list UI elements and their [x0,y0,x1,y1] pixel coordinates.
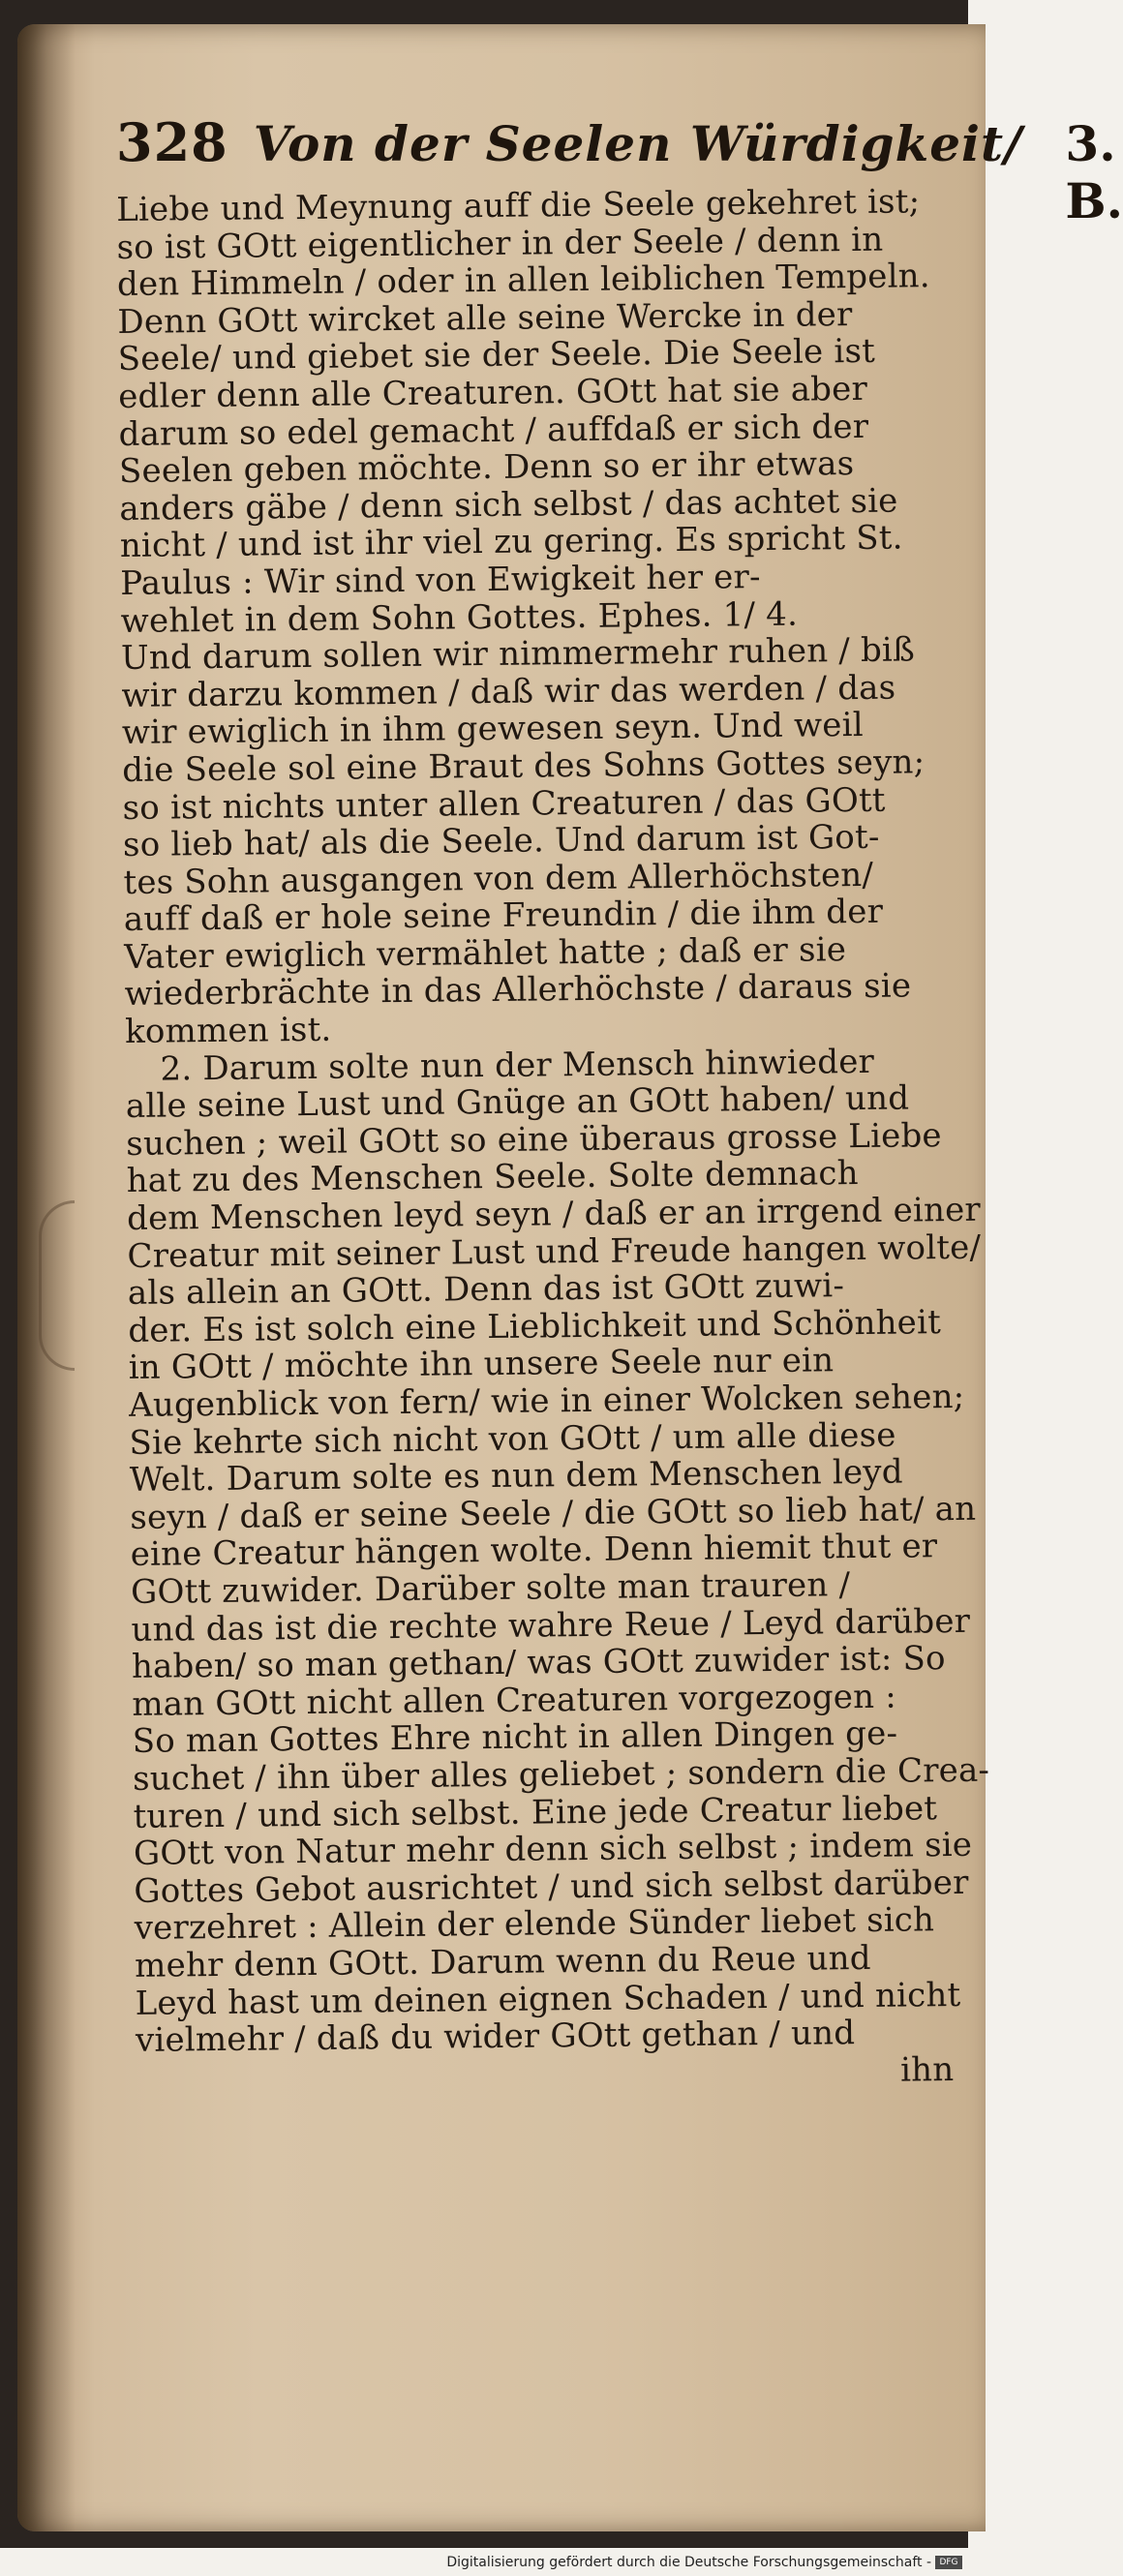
text-line: vielmehr / daß du wider GOtt gethan / und [135,2014,856,2060]
text-line: Und darum sollen wir nimmermehr ruhen / biß [120,630,916,679]
body-text [116,183,993,2097]
page-number: 328 [116,111,228,173]
book-number: 3. B. [1065,115,1123,229]
text-line: haben/ so man gethan/ was GOtt zuwider ist: So [131,1639,946,1687]
text-line: als allein an GOtt. Denn das ist GOtt zuwi- [127,1266,845,1314]
text-line: verzehret : Allein der elende Sünder liebet sich [134,1900,935,1949]
text-line: turen / und sich selbst. Eine jede Creatur liebet [133,1788,938,1836]
text-line: kommen ist. [124,1010,332,1052]
text-line: der. Es ist solch eine Lieblichkeit und Schönheit [128,1302,942,1350]
text-line: Seelen geben möchte. Denn so er ihr etwas [118,444,855,492]
text-line: so ist nichts unter allen Creaturen / das GOtt [122,780,886,828]
text-line: GOtt von Natur mehr denn sich selbst ; indem sie [133,1825,973,1874]
text-line: anders gäbe / denn sich selbst / das achtet sie [119,481,898,529]
text-line: die Seele sol eine Braut des Sohns Gottes seyn; [122,742,926,790]
text-line: suchet / ihn über alles geliebet ; sondern die Crea- [132,1750,990,1799]
text-line: Augenblick von fern/ wie in einer Wolcken sehen; [128,1377,965,1425]
text-line: so lieb hat/ als die Seele. Und darum ist Got- [122,817,880,865]
page-clip-mark [39,1200,75,1371]
text-line: Gottes Gebot ausrichtet / und sich selbst darüber [134,1863,969,1911]
text-line: wiederbrächte in das Allerhöchste / daraus sie [124,966,912,1015]
paragraph-start-line: 2. Darum solte nun der Mensch hinwieder [160,1042,875,1089]
text-line: alle seine Lust und Gnüge an GOtt haben/ und [125,1078,910,1127]
text-line: auff daß er hole seine Freundin / die ihm der [123,893,884,940]
text-line: nicht / und ist ihr viel zu gering. Es spricht St. [119,518,903,566]
text-line: tes Sohn ausgangen von dem Allerhöchsten/ [123,855,874,902]
text-line: darum so edel gemacht / auffdaß er sich der [118,407,869,454]
text-line: hat zu des Menschen Seele. Solte demnach [126,1154,859,1201]
text-line: den Himmeln / oder in allen leiblichen Tempeln. [116,257,930,305]
text-line: Creatur mit seiner Lust und Freude hangen wolte/ [127,1227,982,1276]
text-line: GOtt zuwider. Darüber solte man trauren / [130,1565,851,1612]
text-line: Leyd hast um deinen eignen Schaden / und nicht [135,1975,961,2023]
text-line: suchen ; weil GOtt so eine überaus grosse Liebe [126,1115,942,1164]
text-line: wehlet in dem Sohn Gottes. Ephes. 1/ 4. [120,594,799,641]
text-line: Welt. Darum solte es nun dem Menschen leyd [129,1452,903,1500]
text-line: und das ist die rechte wahre Reue / Leyd darüber [131,1601,971,1650]
text-line: man GOtt nicht allen Creaturen vorgezogen : [132,1677,897,1724]
catchword: ihn [899,2049,955,2090]
text-line: edler denn alle Creaturen. GOtt hat sie aber [118,369,868,416]
text-line: Liebe und Meynung auff die Seele gekehret ist; [115,182,921,229]
text-line: dem Menschen leyd seyn / daß er an irrgend einer [126,1190,982,1238]
text-line: Paulus : Wir sind von Ewigkeit her er- [120,557,761,603]
dfg-logo: DFG [935,2556,962,2569]
text-line: mehr denn GOtt. Darum wenn du Reue und [134,1938,871,1985]
text-line: wir darzu kommen / daß wir das werden / das [121,668,896,715]
text-line: so ist GOtt eigentlicher in der Seele / denn in [116,220,884,267]
text-line: Seele/ und giebet sie der Seele. Die Seele ist [117,332,876,379]
text-line: seyn / daß er seine Seele / die GOtt so lieb hat/ an [130,1489,977,1537]
text-line: Denn GOtt wircket alle seine Wercke in der [117,294,853,342]
digitization-footer [0,2548,968,2576]
text-line: So man Gottes Ehre nicht in allen Dingen ge- [132,1713,898,1762]
text-line: Vater ewiglich vermählet hatte ; daß er sie [124,930,847,977]
text-line: eine Creatur hängen wolte. Denn hiemit thut er [130,1527,938,1575]
text-line: wir ewiglich in ihm gewesen seyn. Und weil [121,706,864,753]
text-line: in GOtt / möchte ihn unsere Seele nur ein [128,1341,835,1388]
running-title: Von der Seelen Würdigkeit/ [253,115,1023,172]
text-line: Sie kehrte sich nicht von GOtt / um alle diese [129,1415,896,1463]
funding-notice: Digitalisierung gefördert durch die Deutsche Forschungsgemeinschaft - [446,2555,931,2570]
